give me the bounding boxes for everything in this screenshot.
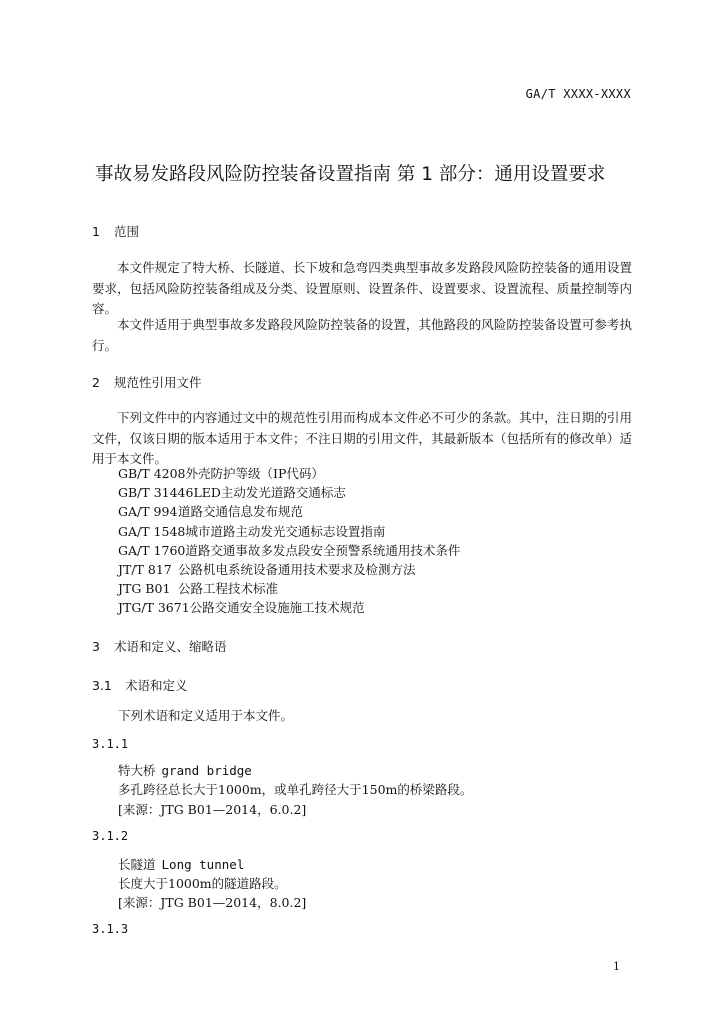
- term-heading: 长隧道 Long tunnel: [118, 857, 245, 872]
- reference-list: [118, 464, 460, 618]
- document-title: 事故易发路段风险防控装备设置指南 第 1 部分：通用设置要求: [95, 164, 606, 185]
- section-heading-terms: 3 术语和定义、缩略语: [92, 639, 227, 654]
- term-source: [来源：JTG B01—2014，8.0.2]: [118, 895, 307, 910]
- term-definition: 长度大于1000m的隧道路段。: [118, 876, 287, 891]
- reference-item: GA/T 994道路交通信息发布规范: [118, 504, 304, 520]
- term-definition: 多孔跨径总长大于1000m，或单孔跨径大于150m的桥梁路段。: [118, 782, 473, 797]
- clause-number: 3.1.1: [92, 737, 129, 751]
- clause-number: 3.1.2: [92, 829, 129, 843]
- section-heading-scope: 1 范围: [92, 224, 140, 239]
- reference-item: JTG B01 公路工程技术标准: [118, 581, 279, 597]
- scope-paragraph-2: 本文件适用于典型事故多发路段风险防控装备的设置，其他路段的风险防控装备设置可参考执行。: [92, 317, 632, 353]
- clause-number: 3.1.3: [92, 922, 129, 936]
- page-number: 1: [613, 960, 620, 973]
- subsection-heading-terms-definitions: 3.1 术语和定义: [92, 678, 188, 693]
- section-heading-normative-references: 2 规范性引用文件: [92, 375, 202, 390]
- reference-item: GB/T 31446LED主动发光道路交通标志: [118, 485, 346, 501]
- reference-item: JT/T 817 公路机电系统设备通用技术要求及检测方法: [118, 562, 416, 578]
- standard-code: GA/T XXXX-XXXX: [525, 87, 631, 101]
- reference-item: GA/T 1760道路交通事故多发点段安全预警系统通用技术条件: [118, 542, 461, 558]
- term-heading: 特大桥 grand bridge: [118, 763, 252, 778]
- scope-paragraph-1: 本文件规定了特大桥、长隧道、长下坡和急弯四类典型事故多发路段风险防控装备的通用设置要求，包括风险防控装备组成及分类、设置原则、设置条件、设置要求、设置流程、质量控制等内容。: [92, 260, 632, 316]
- reference-item: GA/T 1548城市道路主动发光交通标志设置指南: [118, 523, 386, 539]
- term-source: [来源：JTG B01—2014，6.0.2]: [118, 802, 307, 817]
- reference-item: GB/T 4208外壳防护等级（IP代码）: [118, 466, 324, 481]
- reference-item: JTG/T 3671公路交通安全设施施工技术规范: [118, 600, 365, 616]
- terms-intro: 下列术语和定义适用于本文件。: [118, 708, 294, 723]
- references-intro-paragraph: 下列文件中的内容通过文中的规范性引用而构成本文件必不可少的条款。其中，注日期的引用文件，仅该日期的版本适用于本文件；不注日期的引用文件，其最新版本（包括所有的修改单）适用于本文件。: [92, 410, 632, 466]
